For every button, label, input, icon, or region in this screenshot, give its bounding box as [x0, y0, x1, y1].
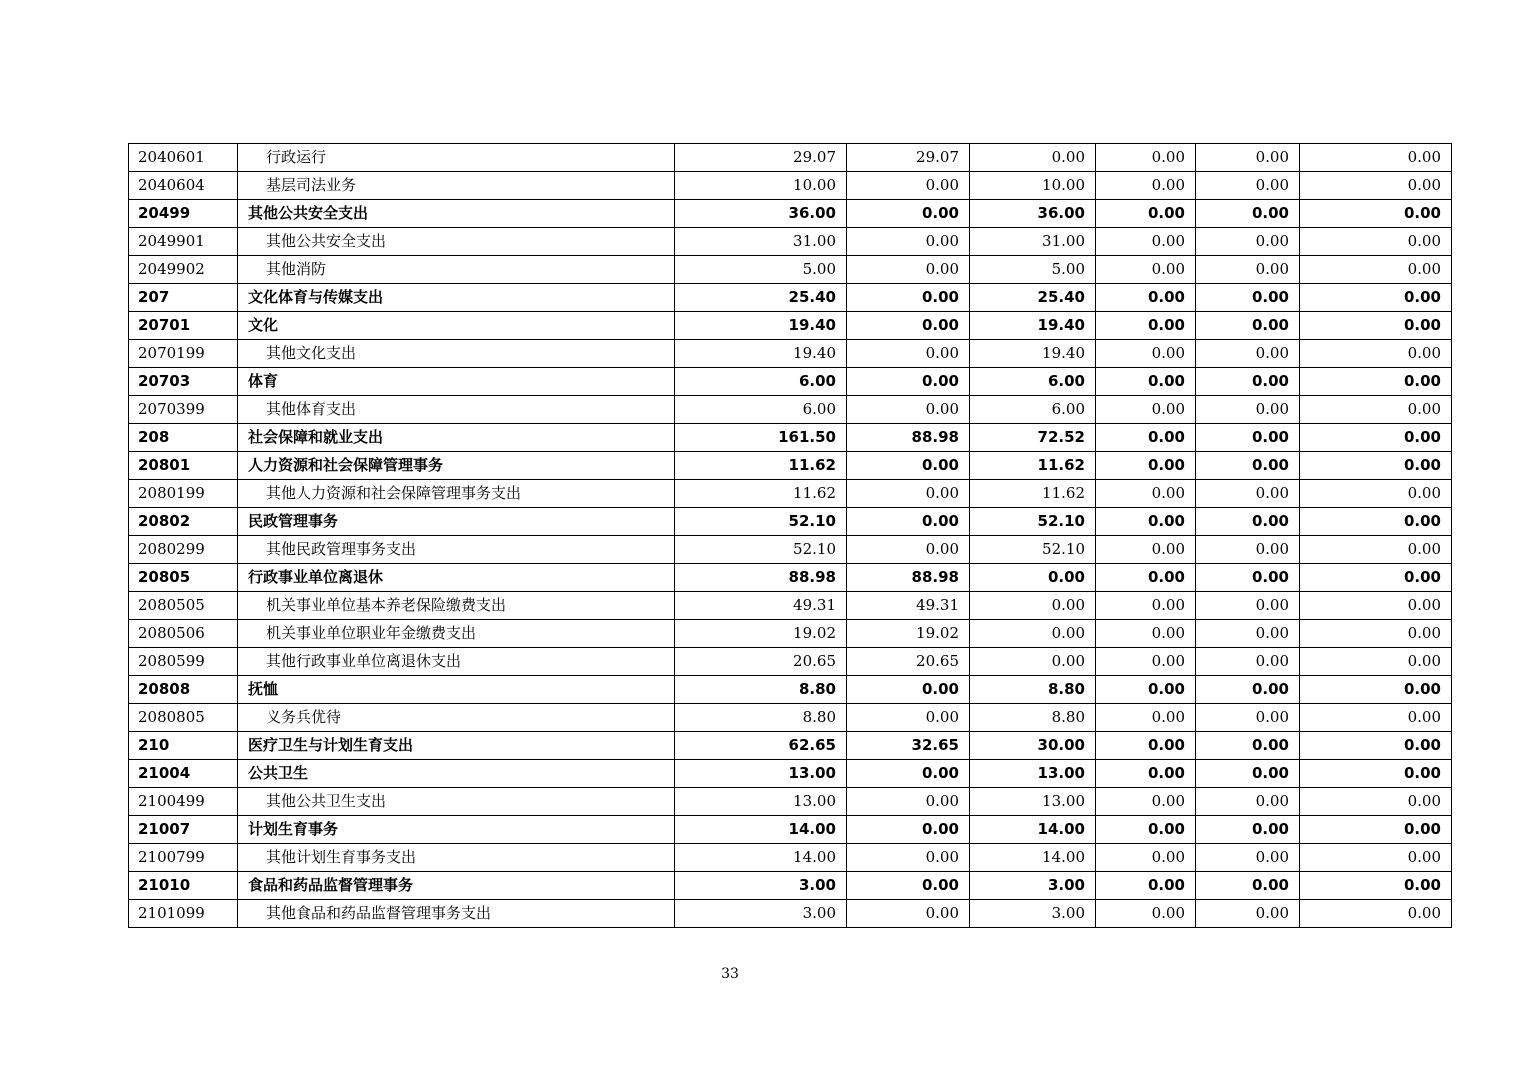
- amount-col5-cell: 0.00: [1196, 256, 1300, 284]
- amount-col4-cell: 0.00: [1096, 340, 1196, 368]
- code-cell: 2049901: [129, 228, 238, 256]
- amount-total-cell: 11.62: [675, 480, 847, 508]
- amount-col6-cell: 0.00: [1300, 508, 1452, 536]
- table-row: [129, 844, 1452, 872]
- amount-project-cell: 14.00: [970, 816, 1096, 844]
- amount-basic-cell: 0.00: [847, 368, 970, 396]
- amount-col4-cell: 0.00: [1096, 284, 1196, 312]
- amount-basic-cell: 0.00: [847, 676, 970, 704]
- amount-basic-cell: 20.65: [847, 648, 970, 676]
- amount-col6-cell: 0.00: [1300, 424, 1452, 452]
- code-cell: 2100799: [129, 844, 238, 872]
- amount-col6-cell: 0.00: [1300, 592, 1452, 620]
- amount-basic-cell: 0.00: [847, 228, 970, 256]
- table-row: [129, 788, 1452, 816]
- amount-col4-cell: 0.00: [1096, 620, 1196, 648]
- amount-col5-cell: 0.00: [1196, 704, 1300, 732]
- amount-col5-cell: 0.00: [1196, 172, 1300, 200]
- amount-col6-cell: 0.00: [1300, 788, 1452, 816]
- amount-basic-cell: 19.02: [847, 620, 970, 648]
- amount-basic-cell: 29.07: [847, 144, 970, 172]
- amount-col4-cell: 0.00: [1096, 508, 1196, 536]
- name-cell: 其他文化支出: [238, 340, 675, 368]
- code-cell: 208: [129, 424, 238, 452]
- amount-project-cell: 14.00: [970, 844, 1096, 872]
- amount-col4-cell: 0.00: [1096, 816, 1196, 844]
- name-cell: 民政管理事务: [238, 508, 675, 536]
- amount-basic-cell: 0.00: [847, 256, 970, 284]
- amount-col4-cell: 0.00: [1096, 760, 1196, 788]
- name-cell: 其他消防: [238, 256, 675, 284]
- amount-col6-cell: 0.00: [1300, 872, 1452, 900]
- amount-col6-cell: 0.00: [1300, 732, 1452, 760]
- amount-project-cell: 8.80: [970, 704, 1096, 732]
- amount-project-cell: 3.00: [970, 872, 1096, 900]
- amount-total-cell: 3.00: [675, 900, 847, 928]
- code-cell: 2100499: [129, 788, 238, 816]
- table-row: [129, 228, 1452, 256]
- amount-total-cell: 36.00: [675, 200, 847, 228]
- name-cell: 食品和药品监督管理事务: [238, 872, 675, 900]
- amount-col5-cell: 0.00: [1196, 872, 1300, 900]
- code-cell: 207: [129, 284, 238, 312]
- name-cell: 人力资源和社会保障管理事务: [238, 452, 675, 480]
- amount-total-cell: 8.80: [675, 704, 847, 732]
- amount-total-cell: 3.00: [675, 872, 847, 900]
- amount-col5-cell: 0.00: [1196, 788, 1300, 816]
- amount-col4-cell: 0.00: [1096, 872, 1196, 900]
- table-row: [129, 396, 1452, 424]
- name-cell: 其他民政管理事务支出: [238, 536, 675, 564]
- amount-basic-cell: 0.00: [847, 480, 970, 508]
- amount-basic-cell: 0.00: [847, 788, 970, 816]
- code-cell: 2080199: [129, 480, 238, 508]
- amount-project-cell: 6.00: [970, 368, 1096, 396]
- amount-project-cell: 52.10: [970, 508, 1096, 536]
- page-number: 33: [721, 966, 739, 982]
- amount-total-cell: 13.00: [675, 760, 847, 788]
- table-row: [129, 452, 1452, 480]
- amount-col6-cell: 0.00: [1300, 284, 1452, 312]
- amount-col6-cell: 0.00: [1300, 816, 1452, 844]
- amount-basic-cell: 0.00: [847, 704, 970, 732]
- amount-col4-cell: 0.00: [1096, 424, 1196, 452]
- amount-col5-cell: 0.00: [1196, 732, 1300, 760]
- budget-table: [128, 143, 1452, 928]
- amount-project-cell: 19.40: [970, 312, 1096, 340]
- amount-total-cell: 19.40: [675, 340, 847, 368]
- code-cell: 2040604: [129, 172, 238, 200]
- amount-col5-cell: 0.00: [1196, 676, 1300, 704]
- amount-col4-cell: 0.00: [1096, 648, 1196, 676]
- name-cell: 行政事业单位离退休: [238, 564, 675, 592]
- amount-total-cell: 5.00: [675, 256, 847, 284]
- amount-basic-cell: 0.00: [847, 172, 970, 200]
- table-row: [129, 564, 1452, 592]
- table-row: [129, 900, 1452, 928]
- amount-col6-cell: 0.00: [1300, 368, 1452, 396]
- name-cell: 基层司法业务: [238, 172, 675, 200]
- amount-total-cell: 20.65: [675, 648, 847, 676]
- amount-basic-cell: 88.98: [847, 564, 970, 592]
- amount-total-cell: 31.00: [675, 228, 847, 256]
- code-cell: 2080599: [129, 648, 238, 676]
- name-cell: 其他计划生育事务支出: [238, 844, 675, 872]
- amount-col6-cell: 0.00: [1300, 536, 1452, 564]
- code-cell: 20703: [129, 368, 238, 396]
- table-row: [129, 704, 1452, 732]
- amount-total-cell: 25.40: [675, 284, 847, 312]
- code-cell: 2080299: [129, 536, 238, 564]
- amount-basic-cell: 0.00: [847, 536, 970, 564]
- name-cell: 机关事业单位职业年金缴费支出: [238, 620, 675, 648]
- amount-col6-cell: 0.00: [1300, 312, 1452, 340]
- amount-project-cell: 19.40: [970, 340, 1096, 368]
- name-cell: 医疗卫生与计划生育支出: [238, 732, 675, 760]
- amount-basic-cell: 0.00: [847, 816, 970, 844]
- amount-col4-cell: 0.00: [1096, 704, 1196, 732]
- amount-project-cell: 0.00: [970, 564, 1096, 592]
- code-cell: 2070399: [129, 396, 238, 424]
- amount-total-cell: 14.00: [675, 844, 847, 872]
- amount-basic-cell: 0.00: [847, 844, 970, 872]
- code-cell: 20701: [129, 312, 238, 340]
- amount-col5-cell: 0.00: [1196, 844, 1300, 872]
- code-cell: 20499: [129, 200, 238, 228]
- amount-total-cell: 6.00: [675, 396, 847, 424]
- amount-project-cell: 0.00: [970, 648, 1096, 676]
- amount-col5-cell: 0.00: [1196, 312, 1300, 340]
- amount-col4-cell: 0.00: [1096, 144, 1196, 172]
- amount-project-cell: 13.00: [970, 788, 1096, 816]
- amount-col6-cell: 0.00: [1300, 900, 1452, 928]
- amount-col6-cell: 0.00: [1300, 620, 1452, 648]
- amount-project-cell: 11.62: [970, 452, 1096, 480]
- table-row: [129, 172, 1452, 200]
- amount-col5-cell: 0.00: [1196, 760, 1300, 788]
- amount-project-cell: 0.00: [970, 144, 1096, 172]
- amount-col4-cell: 0.00: [1096, 480, 1196, 508]
- table-row: [129, 424, 1452, 452]
- amount-project-cell: 5.00: [970, 256, 1096, 284]
- amount-col5-cell: 0.00: [1196, 228, 1300, 256]
- code-cell: 20808: [129, 676, 238, 704]
- code-cell: 2049902: [129, 256, 238, 284]
- table-row: [129, 760, 1452, 788]
- code-cell: 2040601: [129, 144, 238, 172]
- amount-total-cell: 49.31: [675, 592, 847, 620]
- amount-col6-cell: 0.00: [1300, 648, 1452, 676]
- name-cell: 其他行政事业单位离退休支出: [238, 648, 675, 676]
- amount-total-cell: 14.00: [675, 816, 847, 844]
- table-row: [129, 508, 1452, 536]
- amount-col4-cell: 0.00: [1096, 172, 1196, 200]
- code-cell: 2080805: [129, 704, 238, 732]
- name-cell: 计划生育事务: [238, 816, 675, 844]
- amount-basic-cell: 0.00: [847, 872, 970, 900]
- amount-basic-cell: 0.00: [847, 284, 970, 312]
- amount-col5-cell: 0.00: [1196, 480, 1300, 508]
- amount-project-cell: 30.00: [970, 732, 1096, 760]
- code-cell: 2080506: [129, 620, 238, 648]
- amount-col6-cell: 0.00: [1300, 228, 1452, 256]
- amount-col6-cell: 0.00: [1300, 144, 1452, 172]
- amount-col6-cell: 0.00: [1300, 564, 1452, 592]
- amount-basic-cell: 0.00: [847, 508, 970, 536]
- name-cell: 文化体育与传媒支出: [238, 284, 675, 312]
- code-cell: 20801: [129, 452, 238, 480]
- amount-col4-cell: 0.00: [1096, 228, 1196, 256]
- table-row: [129, 732, 1452, 760]
- table-row: [129, 312, 1452, 340]
- amount-basic-cell: 0.00: [847, 340, 970, 368]
- amount-total-cell: 88.98: [675, 564, 847, 592]
- amount-project-cell: 0.00: [970, 592, 1096, 620]
- amount-col4-cell: 0.00: [1096, 368, 1196, 396]
- amount-col6-cell: 0.00: [1300, 172, 1452, 200]
- code-cell: 210: [129, 732, 238, 760]
- amount-basic-cell: 88.98: [847, 424, 970, 452]
- amount-col5-cell: 0.00: [1196, 508, 1300, 536]
- amount-col4-cell: 0.00: [1096, 676, 1196, 704]
- table-row: [129, 284, 1452, 312]
- name-cell: 其他公共卫生支出: [238, 788, 675, 816]
- amount-col5-cell: 0.00: [1196, 284, 1300, 312]
- table-row: [129, 676, 1452, 704]
- amount-col5-cell: 0.00: [1196, 144, 1300, 172]
- amount-col5-cell: 0.00: [1196, 592, 1300, 620]
- name-cell: 抚恤: [238, 676, 675, 704]
- amount-project-cell: 13.00: [970, 760, 1096, 788]
- amount-basic-cell: 49.31: [847, 592, 970, 620]
- code-cell: 21010: [129, 872, 238, 900]
- code-cell: 2070199: [129, 340, 238, 368]
- amount-project-cell: 36.00: [970, 200, 1096, 228]
- amount-col6-cell: 0.00: [1300, 676, 1452, 704]
- amount-col4-cell: 0.00: [1096, 452, 1196, 480]
- table-row: [129, 200, 1452, 228]
- amount-basic-cell: 0.00: [847, 200, 970, 228]
- code-cell: 20805: [129, 564, 238, 592]
- code-cell: 21007: [129, 816, 238, 844]
- amount-col4-cell: 0.00: [1096, 788, 1196, 816]
- amount-col4-cell: 0.00: [1096, 256, 1196, 284]
- table-row: [129, 872, 1452, 900]
- amount-col5-cell: 0.00: [1196, 816, 1300, 844]
- amount-col5-cell: 0.00: [1196, 620, 1300, 648]
- table-row: [129, 816, 1452, 844]
- table-row: [129, 536, 1452, 564]
- amount-total-cell: 6.00: [675, 368, 847, 396]
- name-cell: 行政运行: [238, 144, 675, 172]
- amount-total-cell: 62.65: [675, 732, 847, 760]
- amount-col6-cell: 0.00: [1300, 452, 1452, 480]
- table-row: [129, 648, 1452, 676]
- amount-project-cell: 11.62: [970, 480, 1096, 508]
- table-row: [129, 368, 1452, 396]
- table-row: [129, 620, 1452, 648]
- amount-total-cell: 52.10: [675, 536, 847, 564]
- name-cell: 其他公共安全支出: [238, 228, 675, 256]
- amount-project-cell: 10.00: [970, 172, 1096, 200]
- name-cell: 其他人力资源和社会保障管理事务支出: [238, 480, 675, 508]
- amount-project-cell: 72.52: [970, 424, 1096, 452]
- amount-col5-cell: 0.00: [1196, 200, 1300, 228]
- amount-col6-cell: 0.00: [1300, 340, 1452, 368]
- amount-basic-cell: 0.00: [847, 396, 970, 424]
- name-cell: 文化: [238, 312, 675, 340]
- amount-col5-cell: 0.00: [1196, 368, 1300, 396]
- table-row: [129, 256, 1452, 284]
- amount-col5-cell: 0.00: [1196, 900, 1300, 928]
- amount-total-cell: 19.40: [675, 312, 847, 340]
- amount-col4-cell: 0.00: [1096, 312, 1196, 340]
- name-cell: 公共卫生: [238, 760, 675, 788]
- amount-project-cell: 25.40: [970, 284, 1096, 312]
- amount-project-cell: 31.00: [970, 228, 1096, 256]
- amount-basic-cell: 0.00: [847, 900, 970, 928]
- amount-total-cell: 29.07: [675, 144, 847, 172]
- amount-col6-cell: 0.00: [1300, 396, 1452, 424]
- amount-col5-cell: 0.00: [1196, 424, 1300, 452]
- amount-basic-cell: 0.00: [847, 760, 970, 788]
- amount-total-cell: 13.00: [675, 788, 847, 816]
- code-cell: 2080505: [129, 592, 238, 620]
- amount-col5-cell: 0.00: [1196, 564, 1300, 592]
- table-row: [129, 592, 1452, 620]
- amount-col5-cell: 0.00: [1196, 396, 1300, 424]
- amount-col4-cell: 0.00: [1096, 536, 1196, 564]
- amount-project-cell: 0.00: [970, 620, 1096, 648]
- table-row: [129, 480, 1452, 508]
- amount-total-cell: 11.62: [675, 452, 847, 480]
- table-row: [129, 340, 1452, 368]
- table-row: [129, 144, 1452, 172]
- amount-col5-cell: 0.00: [1196, 452, 1300, 480]
- amount-col6-cell: 0.00: [1300, 480, 1452, 508]
- amount-col5-cell: 0.00: [1196, 648, 1300, 676]
- amount-basic-cell: 0.00: [847, 452, 970, 480]
- name-cell: 义务兵优待: [238, 704, 675, 732]
- amount-col6-cell: 0.00: [1300, 704, 1452, 732]
- amount-col4-cell: 0.00: [1096, 900, 1196, 928]
- name-cell: 其他体育支出: [238, 396, 675, 424]
- code-cell: 21004: [129, 760, 238, 788]
- code-cell: 2101099: [129, 900, 238, 928]
- name-cell: 其他食品和药品监督管理事务支出: [238, 900, 675, 928]
- amount-basic-cell: 0.00: [847, 312, 970, 340]
- amount-project-cell: 52.10: [970, 536, 1096, 564]
- name-cell: 其他公共安全支出: [238, 200, 675, 228]
- amount-col5-cell: 0.00: [1196, 340, 1300, 368]
- amount-total-cell: 161.50: [675, 424, 847, 452]
- amount-project-cell: 3.00: [970, 900, 1096, 928]
- amount-col4-cell: 0.00: [1096, 592, 1196, 620]
- code-cell: 20802: [129, 508, 238, 536]
- amount-total-cell: 10.00: [675, 172, 847, 200]
- amount-total-cell: 19.02: [675, 620, 847, 648]
- amount-col4-cell: 0.00: [1096, 732, 1196, 760]
- amount-total-cell: 52.10: [675, 508, 847, 536]
- amount-col5-cell: 0.00: [1196, 536, 1300, 564]
- table-body: [129, 144, 1452, 928]
- name-cell: 体育: [238, 368, 675, 396]
- amount-col4-cell: 0.00: [1096, 396, 1196, 424]
- amount-basic-cell: 32.65: [847, 732, 970, 760]
- amount-col4-cell: 0.00: [1096, 564, 1196, 592]
- amount-col6-cell: 0.00: [1300, 256, 1452, 284]
- amount-project-cell: 8.80: [970, 676, 1096, 704]
- amount-col6-cell: 0.00: [1300, 844, 1452, 872]
- name-cell: 社会保障和就业支出: [238, 424, 675, 452]
- amount-total-cell: 8.80: [675, 676, 847, 704]
- amount-col6-cell: 0.00: [1300, 200, 1452, 228]
- amount-col6-cell: 0.00: [1300, 760, 1452, 788]
- name-cell: 机关事业单位基本养老保险缴费支出: [238, 592, 675, 620]
- amount-project-cell: 6.00: [970, 396, 1096, 424]
- amount-col4-cell: 0.00: [1096, 200, 1196, 228]
- amount-col4-cell: 0.00: [1096, 844, 1196, 872]
